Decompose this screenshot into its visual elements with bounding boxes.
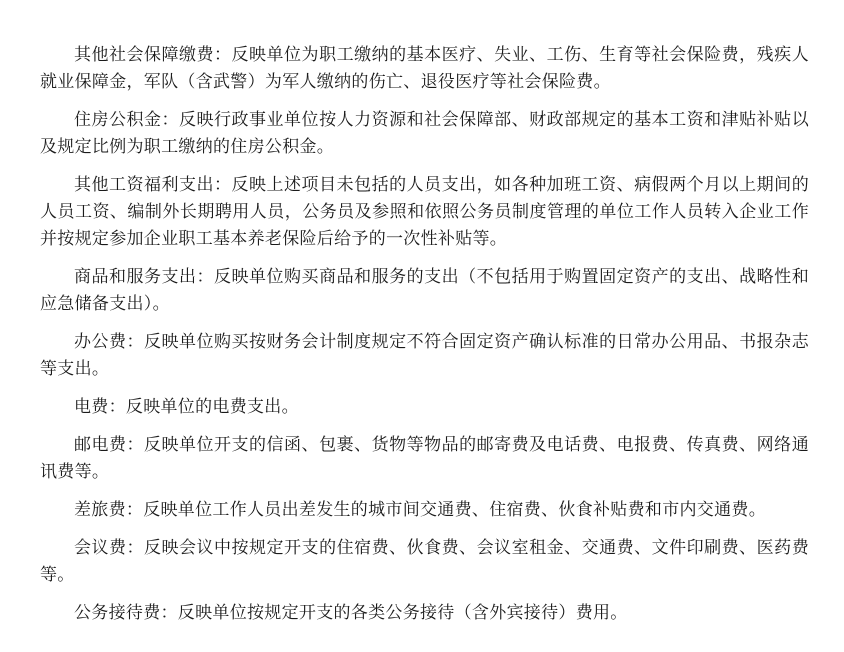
paragraph-travel: 差旅费：反映单位工作人员出差发生的城市间交通费、住宿费、伙食补贴费和市内交通费。 — [74, 500, 766, 520]
document-body — [40, 42, 809, 638]
paragraph-housing-fund: 住房公积金：反映行政事业单位按人力资源和社会保障部、财政部规定的基本工资和津贴补贴以及规定比例为职工缴纳的住房公积金。 — [40, 110, 809, 157]
paragraph-postal-telecom: 邮电费：反映单位开支的信函、包裹、货物等物品的邮寄费及电话费、电报费、传真费、网络通讯费等。 — [40, 435, 809, 482]
paragraph-official-reception: 公务接待费：反映单位按规定开支的各类公务接待（含外宾接待）费用。 — [74, 603, 628, 623]
paragraph-electricity: 电费：反映单位的电费支出。 — [74, 397, 299, 417]
paragraph-goods-services: 商品和服务支出：反映单位购买商品和服务的支出（不包括用于购置固定资产的支出、战略性和应急储备支出）。 — [40, 267, 809, 314]
paragraph-other-wage-welfare: 其他工资福利支出：反映上述项目未包括的人员支出，如各种加班工资、病假两个月以上期间的人员工资、编制外长期聘用人员，公务员及参照和依照公务员制度管理的单位工作人员转入企业工作并按规定参加企业职工基本养老保险后给予的一次性补贴等。 — [40, 175, 809, 249]
paragraph-other-social-security: 其他社会保障缴费：反映单位为职工缴纳的基本医疗、失业、工伤、生育等社会保险费，残疾人就业保障金，军队（含武警）为军人缴纳的伤亡、退役医疗等社会保险费。 — [40, 45, 809, 92]
paragraph-office-expense: 办公费：反映单位购买按财务会计制度规定不符合固定资产确认标准的日常办公用品、书报杂志等支出。 — [40, 332, 809, 379]
paragraph-conference: 会议费：反映会议中按规定开支的住宿费、伙食费、会议室租金、交通费、文件印刷费、医药费等。 — [40, 538, 809, 585]
